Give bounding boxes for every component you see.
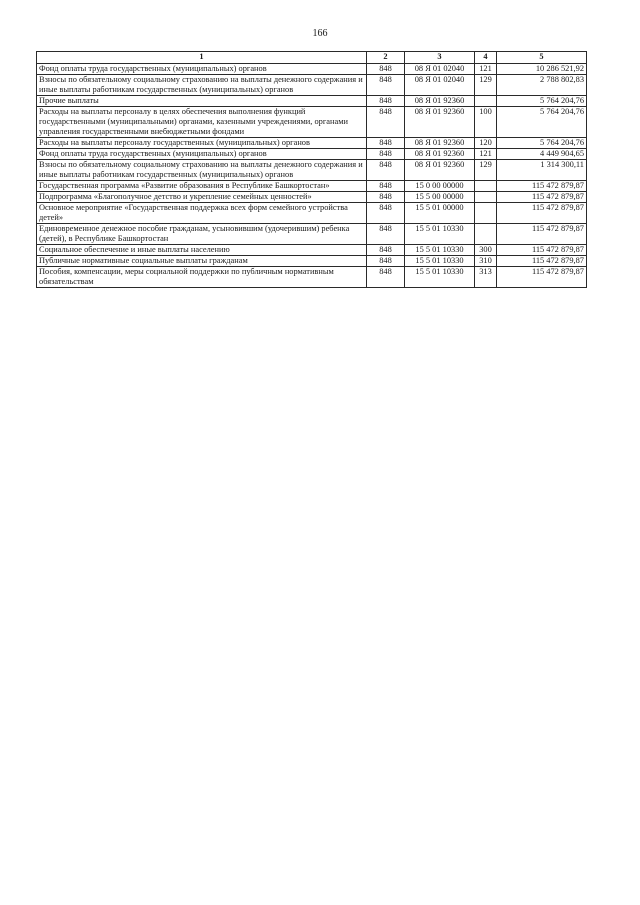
row-code: 848 (367, 96, 405, 107)
row-csr: 08 Я 01 02040 (405, 75, 475, 96)
row-csr: 08 Я 01 92360 (405, 107, 475, 138)
row-kvr (475, 96, 497, 107)
row-code: 848 (367, 75, 405, 96)
table-body (37, 64, 587, 288)
row-kvr: 300 (475, 245, 497, 256)
row-kvr (475, 192, 497, 203)
row-name: Расходы на выплаты персоналу государственных (муниципальных) органов (37, 138, 367, 149)
row-sum: 115 472 879,87 (497, 245, 587, 256)
row-csr: 08 Я 01 92360 (405, 149, 475, 160)
row-name: Публичные нормативные социальные выплаты гражданам (37, 256, 367, 267)
row-sum: 5 764 204,76 (497, 96, 587, 107)
header-col-3: 3 (405, 52, 475, 64)
row-kvr: 313 (475, 267, 497, 288)
row-name: Основное мероприятие «Государственная поддержка всех форм семейного устройства детей» (37, 203, 367, 224)
table-row (37, 160, 587, 181)
row-code: 848 (367, 203, 405, 224)
row-kvr: 120 (475, 138, 497, 149)
page-number: 166 (312, 28, 328, 39)
row-name: Фонд оплаты труда государственных (муниципальных) органов (37, 149, 367, 160)
table-row (37, 256, 587, 267)
row-code: 848 (367, 245, 405, 256)
row-csr: 15 0 00 00000 (405, 181, 475, 192)
row-name: Государственная программа «Развитие образования в Республике Башкортостан» (37, 181, 367, 192)
row-sum: 10 286 521,92 (497, 64, 587, 75)
row-csr: 15 5 01 10330 (405, 224, 475, 245)
row-sum: 115 472 879,87 (497, 256, 587, 267)
row-code: 848 (367, 64, 405, 75)
row-code: 848 (367, 181, 405, 192)
row-sum: 5 764 204,76 (497, 138, 587, 149)
row-name: Социальное обеспечение и иные выплаты населению (37, 245, 367, 256)
header-col-2: 2 (367, 52, 405, 64)
table-row (37, 192, 587, 203)
row-kvr: 100 (475, 107, 497, 138)
row-name: Прочие выплаты (37, 96, 367, 107)
row-code: 848 (367, 224, 405, 245)
row-kvr (475, 203, 497, 224)
row-name: Взносы по обязательному социальному страхованию на выплаты денежного содержания и иные выплаты работникам государственных (муниципальных) органов (37, 75, 367, 96)
table-row (37, 267, 587, 288)
header-col-5: 5 (497, 52, 587, 64)
table-row (37, 245, 587, 256)
row-code: 848 (367, 192, 405, 203)
row-code: 848 (367, 267, 405, 288)
row-name: Взносы по обязательному социальному страхованию на выплаты денежного содержания и иные выплаты работникам государственных (муниципальных) органов (37, 160, 367, 181)
table-row (37, 149, 587, 160)
table-row (37, 75, 587, 96)
row-name: Расходы на выплаты персоналу в целях обеспечения выполнения функций государственными (муниципальными) органами, казенными учреждениями, органами управления государственными внебюджетными фондами (37, 107, 367, 138)
header-col-4: 4 (475, 52, 497, 64)
row-kvr: 129 (475, 75, 497, 96)
row-csr: 15 5 01 00000 (405, 203, 475, 224)
row-name: Единовременное денежное пособие гражданам, усыновившим (удочерившим) ребенка (детей), в Республике Башкортостан (37, 224, 367, 245)
row-csr: 08 Я 01 02040 (405, 64, 475, 75)
header-row (37, 52, 587, 64)
row-kvr: 310 (475, 256, 497, 267)
header-col-1: 1 (37, 52, 367, 64)
row-sum: 115 472 879,87 (497, 267, 587, 288)
row-sum: 2 788 802,83 (497, 75, 587, 96)
row-kvr: 129 (475, 160, 497, 181)
row-csr: 08 Я 01 92360 (405, 160, 475, 181)
row-code: 848 (367, 256, 405, 267)
row-sum: 5 764 204,76 (497, 107, 587, 138)
row-name: Подпрограмма «Благополучное детство и укрепление семейных ценностей» (37, 192, 367, 203)
budget-table (36, 51, 587, 288)
table-header (37, 52, 587, 64)
row-sum: 115 472 879,87 (497, 192, 587, 203)
row-sum: 115 472 879,87 (497, 203, 587, 224)
row-csr: 08 Я 01 92360 (405, 96, 475, 107)
row-csr: 15 5 01 10330 (405, 245, 475, 256)
row-csr: 08 Я 01 92360 (405, 138, 475, 149)
row-kvr: 121 (475, 149, 497, 160)
table-row (37, 138, 587, 149)
table-row (37, 203, 587, 224)
row-code: 848 (367, 138, 405, 149)
row-name: Фонд оплаты труда государственных (муниципальных) органов (37, 64, 367, 75)
row-kvr (475, 224, 497, 245)
table-row (37, 181, 587, 192)
row-sum: 115 472 879,87 (497, 224, 587, 245)
table-row (37, 96, 587, 107)
row-csr: 15 5 01 10330 (405, 267, 475, 288)
row-csr: 15 5 01 10330 (405, 256, 475, 267)
row-kvr (475, 181, 497, 192)
row-code: 848 (367, 107, 405, 138)
row-sum: 115 472 879,87 (497, 181, 587, 192)
row-sum: 4 449 904,65 (497, 149, 587, 160)
table-row (37, 64, 587, 75)
row-kvr: 121 (475, 64, 497, 75)
table-row (37, 107, 587, 138)
row-csr: 15 5 00 00000 (405, 192, 475, 203)
row-sum: 1 314 300,11 (497, 160, 587, 181)
row-name: Пособия, компенсации, меры социальной поддержки по публичным нормативным обязательствам (37, 267, 367, 288)
table-row (37, 224, 587, 245)
row-code: 848 (367, 160, 405, 181)
row-code: 848 (367, 149, 405, 160)
